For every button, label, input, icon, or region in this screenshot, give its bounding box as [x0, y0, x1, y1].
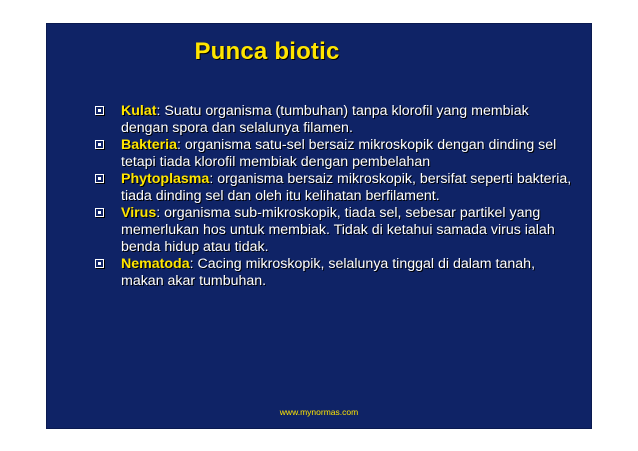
term-description: : organisma bersaiz mikroskopik, bersifat seperti bakteria, tiada dinding sel dan oleh itu kelihatan berfilament. [121, 171, 572, 204]
term-label: Virus [121, 205, 157, 221]
term-description: : organisma sub-mikroskopik, tiada sel, sebesar partikel yang memerlukan hos untuk membiak. Tidak di ketahui samada virus ialah benda hidup atau tidak. [121, 205, 555, 255]
square-bullet-icon [95, 106, 104, 115]
term-label: Phytoplasma [121, 171, 210, 187]
list-item [95, 137, 575, 171]
square-bullet-icon [95, 208, 104, 217]
list-item [95, 171, 575, 205]
term-label: Kulat [121, 103, 157, 119]
slide [46, 23, 592, 429]
bullet-list [95, 103, 575, 290]
term-description: : Cacing mikroskopik, selalunya tinggal di dalam tanah, makan akar tumbuhan. [121, 256, 536, 289]
square-bullet-icon [95, 259, 104, 268]
term-description: : organisma satu-sel bersaiz mikroskopik dengan dinding sel tetapi tiada klorofil membiak dengan pembelahan [121, 137, 557, 170]
list-item [95, 103, 575, 137]
square-bullet-icon [95, 174, 104, 183]
term-description: : Suatu organisma (tumbuhan) tanpa klorofil yang membiak dengan spora dan selalunya filamen. [121, 103, 529, 136]
list-item [95, 205, 575, 256]
footer-url: www.mynormas.com [279, 407, 359, 417]
list-item [95, 256, 575, 290]
term-label: Bakteria [121, 137, 177, 153]
term-label: Nematoda [121, 256, 190, 272]
square-bullet-icon [95, 140, 104, 149]
slide-title: Punca biotic [194, 38, 340, 65]
